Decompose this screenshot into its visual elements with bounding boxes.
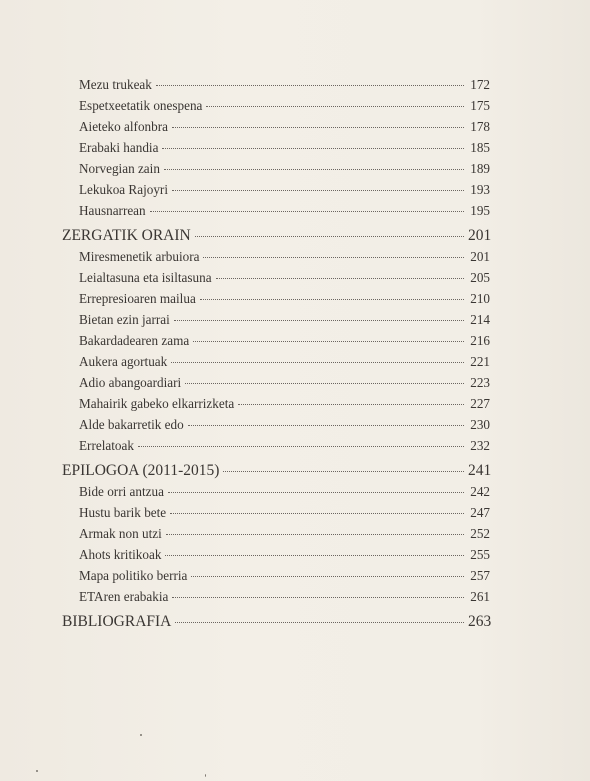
dot-leader — [172, 127, 464, 128]
toc-entry-title: Armak non utzi — [79, 526, 162, 541]
dot-leader — [223, 471, 464, 472]
toc-entry-title: Bakardadearen zama — [79, 333, 190, 348]
dot-leader — [165, 555, 464, 556]
toc-entry — [62, 179, 490, 200]
toc-entry-title: Aukera agortuak — [79, 354, 168, 369]
dot-leader — [150, 211, 464, 212]
toc-entry-page-number: 261 — [470, 589, 490, 604]
toc-entry-title: Bietan ezin jarrai — [79, 312, 170, 327]
toc-entry-page-number: 201 — [468, 227, 492, 244]
toc-entry — [62, 523, 490, 544]
dot-leader — [172, 597, 464, 598]
toc-entry-title: Adio abangoardiari — [79, 375, 182, 390]
toc-entry-title: Errelatoak — [79, 438, 134, 453]
toc-entry-title: Mapa politiko berria — [79, 568, 188, 583]
toc-entry-page-number: 242 — [470, 484, 490, 499]
toc-entry-page-number: 227 — [470, 396, 490, 411]
dot-leader — [195, 236, 464, 237]
toc-entry — [62, 267, 490, 288]
toc-entry-page-number: 221 — [470, 354, 490, 369]
toc-entry-page-number: 193 — [470, 182, 490, 197]
dot-leader — [206, 106, 464, 107]
toc-entry — [62, 435, 490, 456]
toc-entry-title: Espetxeetatik onespena — [79, 98, 203, 113]
paper-speck — [140, 734, 142, 736]
toc-entry-page-number: 255 — [470, 547, 490, 562]
dot-leader — [174, 320, 464, 321]
toc-entry — [62, 246, 490, 267]
dot-leader — [193, 341, 464, 342]
toc-entry-page-number: 230 — [470, 417, 490, 432]
dot-leader — [238, 404, 464, 405]
dot-leader — [216, 278, 464, 279]
toc-entry — [62, 309, 490, 330]
toc-section-entry — [62, 460, 490, 481]
dot-leader — [164, 169, 464, 170]
toc-entry-title: EPILOGOA (2011-2015) — [62, 462, 220, 479]
toc-entry-title: Aieteko alfonbra — [79, 119, 168, 134]
toc-entry — [62, 586, 490, 607]
toc-entry-title: Ahots kritikoak — [79, 547, 162, 562]
toc-entry-page-number: 178 — [470, 119, 490, 134]
toc-entry — [62, 330, 490, 351]
toc-entry-title: Bide orri antzua — [79, 484, 164, 499]
toc-entry-page-number: 185 — [470, 140, 490, 155]
dot-leader — [171, 362, 464, 363]
dot-leader — [168, 492, 464, 493]
dot-leader — [172, 190, 464, 191]
toc-entry-title: Leialtasuna eta isiltasuna — [79, 270, 212, 285]
toc-entry-title: Errepresioaren mailua — [79, 291, 196, 306]
toc-section-entry — [62, 225, 490, 246]
toc-entry-page-number: 189 — [470, 161, 490, 176]
toc-entry — [62, 414, 490, 435]
dot-leader — [203, 257, 464, 258]
table-of-contents — [62, 74, 490, 632]
toc-entry-title: Miresmenetik arbuiora — [79, 249, 200, 264]
toc-entry — [62, 288, 490, 309]
toc-entry — [62, 351, 490, 372]
toc-entry — [62, 481, 490, 502]
toc-entry — [62, 544, 490, 565]
toc-entry — [62, 565, 490, 586]
toc-entry — [62, 200, 490, 221]
dot-leader — [166, 534, 464, 535]
toc-entry-page-number: 172 — [470, 77, 490, 92]
toc-entry-title: Norvegian zain — [79, 161, 160, 176]
toc-entry-page-number: 223 — [470, 375, 490, 390]
toc-entry-title: Hausnarrean — [79, 203, 146, 218]
toc-entry-title: Mezu trukeak — [79, 77, 152, 92]
paper-speck — [36, 770, 38, 772]
toc-entry-page-number: 263 — [468, 613, 492, 630]
dot-leader — [191, 576, 464, 577]
toc-entry — [62, 502, 490, 523]
toc-entry-title: ZERGATIK ORAIN — [62, 227, 191, 244]
toc-entry — [62, 95, 490, 116]
dot-leader — [188, 425, 464, 426]
toc-entry — [62, 116, 490, 137]
toc-entry-page-number: 195 — [470, 203, 490, 218]
toc-entry — [62, 137, 490, 158]
toc-entry-page-number: 257 — [470, 568, 490, 583]
dot-leader — [162, 148, 464, 149]
toc-entry-title: BIBLIOGRAFIA — [62, 613, 172, 630]
toc-entry — [62, 74, 490, 95]
dot-leader — [175, 622, 464, 623]
toc-entry — [62, 372, 490, 393]
toc-entry-page-number: 214 — [470, 312, 490, 327]
toc-entry-title: Lekukoa Rajoyri — [79, 182, 168, 197]
toc-entry-page-number: 241 — [468, 462, 492, 479]
toc-section-entry — [62, 611, 490, 632]
toc-entry-page-number: 201 — [470, 249, 490, 264]
toc-entry-title: Erabaki handia — [79, 140, 159, 155]
dot-leader — [170, 513, 464, 514]
dot-leader — [156, 85, 464, 86]
dot-leader — [185, 383, 464, 384]
toc-entry-page-number: 232 — [470, 438, 490, 453]
toc-entry-title: Hustu barik bete — [79, 505, 167, 520]
dot-leader — [138, 446, 464, 447]
paper-speck — [205, 774, 206, 777]
toc-entry-title: ETAren erabakia — [79, 589, 169, 604]
toc-entry-page-number: 216 — [470, 333, 490, 348]
toc-entry — [62, 158, 490, 179]
toc-entry-page-number: 210 — [470, 291, 490, 306]
toc-entry-title: Mahairik gabeko elkarrizketa — [79, 396, 235, 411]
toc-entry — [62, 393, 490, 414]
toc-entry-page-number: 175 — [470, 98, 490, 113]
toc-entry-page-number: 205 — [470, 270, 490, 285]
toc-entry-page-number: 247 — [470, 505, 490, 520]
toc-entry-page-number: 252 — [470, 526, 490, 541]
dot-leader — [200, 299, 464, 300]
toc-entry-title: Alde bakarretik edo — [79, 417, 184, 432]
